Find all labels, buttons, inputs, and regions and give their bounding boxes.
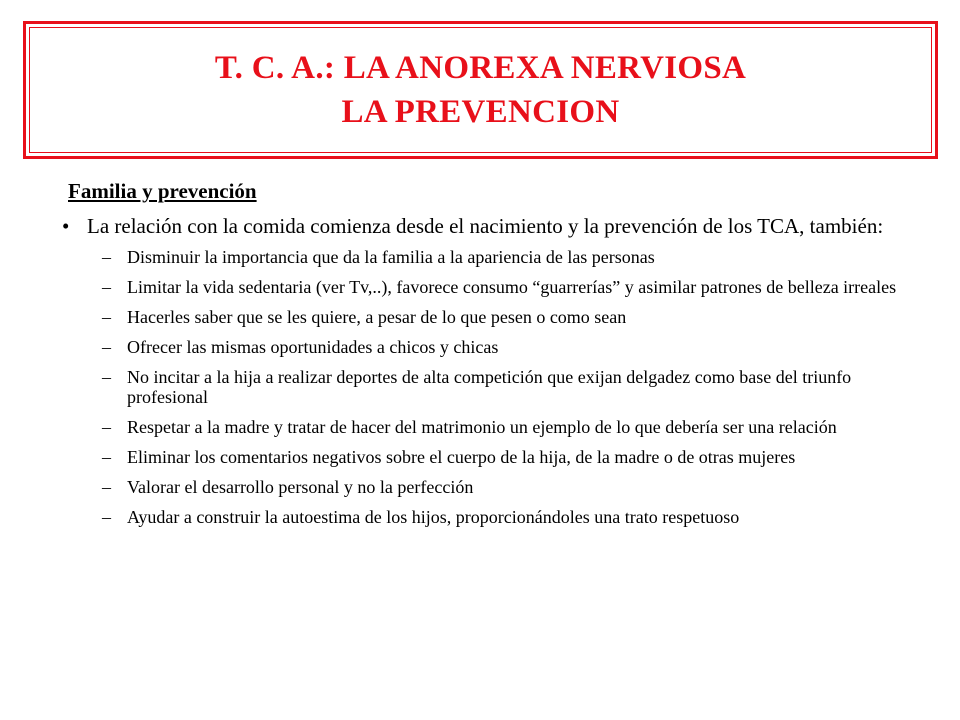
dash-icon: – — [102, 277, 111, 297]
list-item — [102, 447, 938, 467]
main-bullet — [62, 214, 938, 238]
list-item — [102, 417, 938, 437]
bullet-dot-icon: • — [62, 214, 70, 238]
slide-title-line-1: T. C. A.: LA ANOREXA NERVIOSA — [214, 50, 747, 86]
list-item-text: Eliminar los comentarios negativos sobre el cuerpo de la hija, de la madre o de otras mujeres — [127, 447, 796, 467]
list-item-text: No incitar a la hija a realizar deportes de alta competición que exijan delgadez como base del triunfo profesional — [127, 367, 852, 407]
list-item-text: Ofrecer las mismas oportunidades a chicos y chicas — [127, 337, 499, 357]
list-item-text: Limitar la vida sedentaria (ver Tv,..), favorece consumo “guarrerías” y asimilar patrones de belleza irreales — [127, 277, 897, 297]
dash-icon: – — [102, 307, 111, 327]
list-item-text: Disminuir la importancia que da la familia a la apariencia de las personas — [127, 247, 655, 267]
list-item-text: Ayudar a construir la autoestima de los hijos, proporcionándoles una trato respetuoso — [127, 507, 740, 527]
list-item-text: Hacerles saber que se les quiere, a pesar de lo que pesen o como sean — [127, 307, 627, 327]
slide-content — [62, 178, 938, 537]
list-item — [102, 277, 938, 297]
dash-icon: – — [102, 367, 111, 387]
list-item — [102, 337, 938, 357]
main-bullet-text: La relación con la comida comienza desde el nacimiento y la prevención de los TCA, también: — [87, 214, 884, 238]
section-heading: Familia y prevención — [68, 179, 257, 203]
list-item — [102, 307, 938, 327]
list-item — [102, 367, 938, 407]
title-box — [23, 21, 938, 159]
dash-icon: – — [102, 477, 111, 497]
slide-title-line-2: LA PREVENCION — [341, 94, 620, 130]
dash-icon: – — [102, 417, 111, 437]
dash-icon: – — [102, 247, 111, 267]
list-item — [102, 507, 938, 527]
dash-icon: – — [102, 447, 111, 467]
list-item — [102, 477, 938, 497]
sub-bullet-list — [68, 247, 938, 527]
dash-icon: – — [102, 337, 111, 357]
dash-icon: – — [102, 507, 111, 527]
list-item — [102, 247, 938, 267]
list-item-text: Respetar a la madre y tratar de hacer del matrimonio un ejemplo de lo que debería ser una relación — [127, 417, 837, 437]
list-item-text: Valorar el desarrollo personal y no la perfección — [127, 477, 474, 497]
